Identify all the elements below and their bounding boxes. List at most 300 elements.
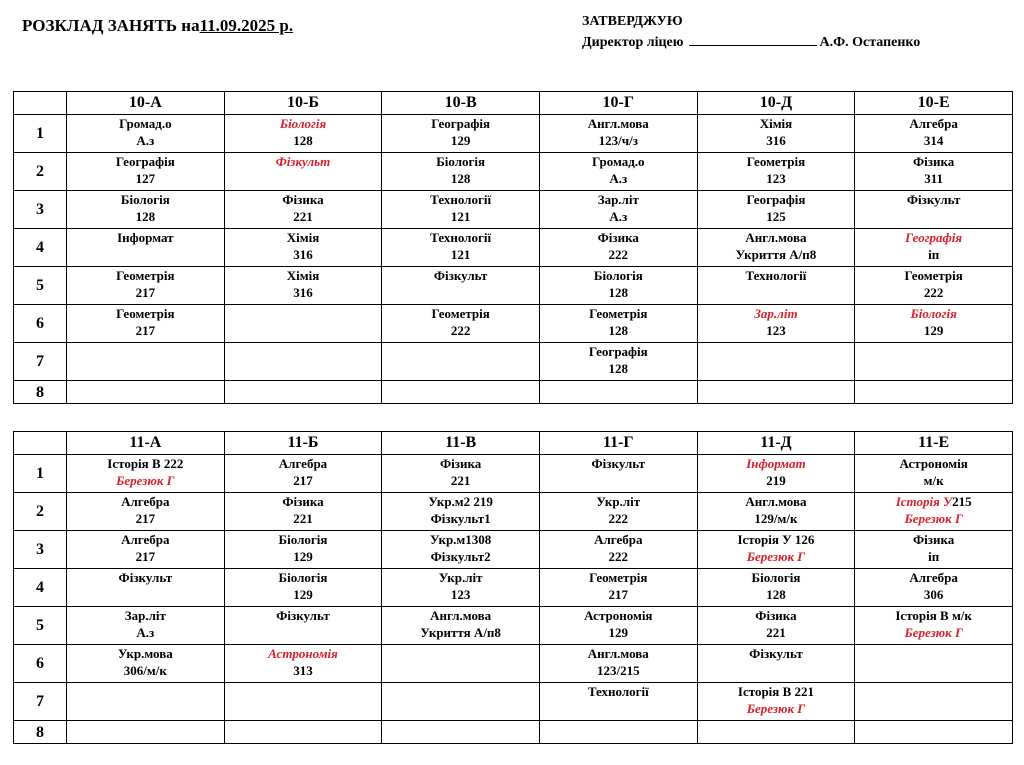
lesson-number: 5	[14, 267, 67, 305]
cell-text: Біологія	[278, 570, 328, 585]
cell-text: Геометрія	[746, 154, 806, 169]
cell-text: Інформат	[117, 230, 174, 245]
cell-line	[382, 586, 539, 603]
cell-line	[382, 170, 539, 187]
schedule-cell	[855, 645, 1013, 683]
schedule-cell	[539, 115, 697, 153]
highlighted-text: Біологія	[279, 116, 327, 131]
cell-text: Геометрія	[116, 306, 175, 321]
cell-text: 316	[293, 285, 313, 300]
cell-line	[67, 132, 224, 149]
cell-text: Геометрія	[116, 268, 175, 283]
schedule-cell	[697, 683, 855, 721]
schedule-cell	[224, 493, 382, 531]
cell-line	[540, 132, 697, 149]
cell-text: Біологія	[436, 154, 486, 169]
schedule-cell	[697, 569, 855, 607]
schedule-cell	[855, 607, 1013, 645]
lesson-row	[14, 267, 1013, 305]
schedule-cell	[67, 455, 225, 493]
cell-line	[540, 662, 697, 679]
cell-line	[67, 191, 224, 208]
title-date: 11.09.2025 р.	[199, 16, 294, 35]
corner-cell	[14, 92, 67, 115]
cell-line	[540, 305, 697, 322]
cell-text: 128	[608, 323, 629, 338]
class-header: 11-Б	[224, 432, 382, 455]
signature-line	[689, 33, 817, 46]
lesson-row	[14, 229, 1013, 267]
cell-line	[382, 305, 539, 322]
cell-text: 219	[766, 473, 786, 488]
cell-line	[698, 170, 855, 187]
cell-text: Алгебра	[278, 456, 328, 471]
cell-line	[698, 472, 855, 489]
schedule-cell	[224, 343, 382, 381]
cell-text: Географія	[746, 192, 806, 207]
cell-text: Алгебра	[909, 116, 958, 131]
schedule-cell	[539, 153, 697, 191]
cell-text: 221	[450, 473, 471, 488]
cell-text: 128	[608, 361, 629, 376]
cell-line	[855, 305, 1012, 322]
cell-line	[225, 548, 382, 565]
schedule-cell	[855, 455, 1013, 493]
cell-line	[225, 569, 382, 586]
cell-text: 222	[923, 285, 944, 300]
cell-line	[540, 115, 697, 132]
cell-text: Фізика	[912, 154, 955, 169]
director-line	[582, 32, 920, 53]
cell-text: Укриття А/п8	[735, 247, 817, 262]
cell-text: 313	[293, 663, 313, 678]
cell-line	[225, 284, 382, 301]
cell-line	[225, 191, 382, 208]
lesson-row	[14, 607, 1013, 645]
schedule-cell	[224, 531, 382, 569]
lesson-number: 6	[14, 305, 67, 343]
highlighted-text: Географія	[905, 230, 963, 245]
cell-line	[855, 569, 1012, 586]
schedule-cell	[224, 721, 382, 744]
cell-line	[540, 343, 697, 360]
lesson-row	[14, 721, 1013, 744]
cell-line	[540, 267, 697, 284]
schedule-cell	[855, 191, 1013, 229]
highlighted-text: Біологія	[910, 306, 957, 321]
schedule-cell	[855, 115, 1013, 153]
schedule-cell	[855, 721, 1013, 744]
schedule-cell	[382, 607, 540, 645]
cell-text: Геометрія	[589, 570, 648, 585]
schedule-cell	[67, 381, 225, 404]
schedule-cell	[382, 721, 540, 744]
cell-text: Технології	[430, 192, 492, 207]
cell-text: Геометрія	[904, 268, 963, 283]
cell-line	[540, 322, 697, 339]
cell-text: 222	[608, 549, 629, 564]
lesson-row	[14, 569, 1013, 607]
lesson-row	[14, 153, 1013, 191]
director-label: Директор ліцею	[582, 35, 684, 50]
cell-text: Біологія	[120, 192, 170, 207]
cell-text: Астрономія	[584, 608, 653, 623]
lesson-row	[14, 645, 1013, 683]
cell-line	[540, 624, 697, 641]
cell-line	[382, 229, 539, 246]
schedule-cell	[697, 721, 855, 744]
cell-text: Хімія	[286, 268, 320, 283]
cell-line	[382, 531, 539, 548]
cell-line	[855, 191, 1012, 208]
cell-line	[855, 246, 1012, 263]
cell-line	[698, 569, 855, 586]
cell-text: 123	[450, 587, 471, 602]
cell-text: Англ.мова	[745, 494, 807, 509]
cell-text: Алгебра	[909, 570, 958, 585]
schedule-cell	[382, 683, 540, 721]
cell-line	[225, 153, 382, 170]
cell-text: 222	[608, 511, 629, 526]
cell-text: Фізкульт	[749, 646, 803, 661]
schedule-cell	[539, 683, 697, 721]
header-row	[14, 432, 1013, 455]
cell-text: 222	[450, 323, 471, 338]
cell-line	[855, 493, 1012, 510]
cell-line	[225, 455, 382, 472]
cell-text: 217	[135, 285, 156, 300]
cell-line	[698, 229, 855, 246]
cell-text: Фізика	[912, 532, 955, 547]
cell-text: 127	[135, 171, 156, 186]
schedule-cell	[224, 191, 382, 229]
schedule-cell	[224, 607, 382, 645]
cell-text: Біологія	[751, 570, 801, 585]
cell-line	[67, 208, 224, 225]
title-prefix: РОЗКЛАД ЗАНЯТЬ на	[22, 16, 200, 35]
schedule-cell	[539, 569, 697, 607]
lesson-row	[14, 455, 1013, 493]
schedule-cell	[382, 455, 540, 493]
schedule-cell	[67, 115, 225, 153]
schedule-cell	[224, 229, 382, 267]
cell-line	[698, 208, 855, 225]
highlighted-text: Березюк Г	[904, 625, 963, 640]
cell-text: Укр.літ	[438, 570, 483, 585]
cell-line	[225, 132, 382, 149]
cell-text: 128	[293, 133, 313, 148]
cell-text: Фізика	[282, 192, 324, 207]
cell-line	[698, 700, 855, 717]
schedule-cell	[224, 381, 382, 404]
schedule-table-10	[13, 91, 1013, 404]
lesson-number: 8	[14, 381, 67, 404]
cell-text: Хімія	[759, 116, 793, 131]
highlighted-text: Березюк Г	[904, 511, 963, 526]
cell-text: Укриття А/п8	[420, 625, 501, 640]
schedule-cell	[67, 569, 225, 607]
cell-text: 121	[450, 209, 471, 224]
lesson-number: 2	[14, 153, 67, 191]
cell-line	[225, 246, 382, 263]
cell-text: Англ.мова	[587, 646, 649, 661]
schedule-cell	[382, 153, 540, 191]
schedule-cell	[539, 531, 697, 569]
schedule-cell	[67, 191, 225, 229]
schedule-cell	[855, 493, 1013, 531]
cell-line	[225, 115, 382, 132]
cell-text: 221	[293, 209, 313, 224]
schedule-cell	[67, 607, 225, 645]
schedule-cell	[697, 115, 855, 153]
page-title	[22, 16, 293, 36]
schedule-cell	[697, 493, 855, 531]
cell-text: Фізкульт	[591, 456, 646, 471]
schedule-cell	[539, 381, 697, 404]
cell-text: Біологія	[278, 532, 328, 547]
cell-line	[698, 153, 855, 170]
class-header: 10-Г	[539, 92, 697, 115]
schedule-cell	[67, 153, 225, 191]
cell-line	[67, 624, 224, 641]
schedule-cell	[855, 569, 1013, 607]
cell-line	[540, 493, 697, 510]
cell-text: 217	[608, 587, 629, 602]
cell-line	[225, 607, 382, 624]
cell-text: 129	[450, 133, 471, 148]
highlighted-text: Березюк Г	[746, 701, 806, 716]
lesson-number: 3	[14, 191, 67, 229]
cell-line	[225, 472, 382, 489]
schedule-cell	[67, 343, 225, 381]
schedule-cell	[382, 305, 540, 343]
cell-text: 215	[952, 494, 972, 509]
cell-text: 311	[924, 171, 944, 186]
cell-line	[67, 322, 224, 339]
class-header: 10-Б	[224, 92, 382, 115]
cell-text: А.з	[609, 171, 628, 186]
cell-text: Фізика	[282, 494, 324, 509]
cell-text: А.з	[136, 133, 155, 148]
cell-text: Англ.мова	[430, 608, 492, 623]
cell-text: Географія	[588, 344, 648, 359]
cell-line	[67, 569, 224, 586]
cell-text: Астрономія	[899, 456, 968, 471]
schedule-cell	[224, 305, 382, 343]
cell-text: Фізкульт	[433, 268, 488, 283]
cell-text: 128	[135, 209, 156, 224]
schedule-cell	[382, 569, 540, 607]
schedule-cell	[855, 683, 1013, 721]
cell-line	[540, 569, 697, 586]
lesson-row	[14, 115, 1013, 153]
cell-line	[855, 229, 1012, 246]
cell-text: Географія	[115, 154, 175, 169]
cell-line	[698, 267, 855, 284]
lesson-row	[14, 683, 1013, 721]
class-header: 10-А	[67, 92, 225, 115]
header-row	[14, 92, 1013, 115]
highlighted-text: Березюк Г	[746, 549, 806, 564]
schedule-cell	[855, 343, 1013, 381]
lesson-row	[14, 381, 1013, 404]
cell-line	[698, 455, 855, 472]
cell-text: 221	[766, 625, 786, 640]
schedule-cell	[855, 229, 1013, 267]
cell-line	[382, 548, 539, 565]
cell-text: 129/м/к	[754, 511, 798, 526]
cell-text: Фізика	[597, 230, 639, 245]
cell-line	[225, 531, 382, 548]
class-header: 10-Д	[697, 92, 855, 115]
cell-line	[67, 510, 224, 527]
cell-text: Фізкульт1	[430, 511, 491, 526]
schedule-cell	[224, 267, 382, 305]
cell-text: Укр.літ	[596, 494, 641, 509]
cell-line	[67, 548, 224, 565]
cell-text: Фізика	[439, 456, 482, 471]
cell-line	[698, 493, 855, 510]
cell-text: А.з	[136, 625, 155, 640]
cell-line	[225, 510, 382, 527]
schedule-cell	[539, 343, 697, 381]
class-header: 11-А	[67, 432, 225, 455]
cell-text: Фізкульт	[906, 192, 961, 207]
lesson-number: 1	[14, 115, 67, 153]
schedule-cell	[697, 191, 855, 229]
cell-line	[67, 115, 224, 132]
lesson-number: 5	[14, 607, 67, 645]
cell-text: 125	[766, 209, 786, 224]
cell-text: 217	[135, 323, 156, 338]
cell-line	[67, 455, 224, 472]
schedule-cell	[382, 115, 540, 153]
cell-line	[540, 607, 697, 624]
cell-line	[698, 246, 855, 263]
cell-line	[382, 455, 539, 472]
schedule-cell	[539, 191, 697, 229]
cell-text: Хімія	[286, 230, 320, 245]
cell-line	[540, 208, 697, 225]
schedule-cell	[224, 115, 382, 153]
schedule-table-11	[13, 431, 1013, 744]
cell-line	[382, 267, 539, 284]
cell-text: Алгебра	[594, 532, 643, 547]
schedule-cell	[67, 229, 225, 267]
cell-text: 217	[293, 473, 313, 488]
schedule-cell	[382, 381, 540, 404]
lesson-row	[14, 191, 1013, 229]
highlighted-text: Астрономія	[268, 646, 338, 661]
schedule-cell	[539, 455, 697, 493]
cell-line	[540, 229, 697, 246]
schedule-cell	[67, 305, 225, 343]
cell-text: Історія В 221	[737, 684, 814, 699]
cell-text: 128	[450, 171, 471, 186]
cell-line	[855, 548, 1012, 565]
cell-line	[382, 493, 539, 510]
cell-text: Фізкульт	[276, 608, 330, 623]
cell-line	[382, 607, 539, 624]
schedule-cell	[67, 721, 225, 744]
schedule-cell	[67, 493, 225, 531]
cell-line	[540, 510, 697, 527]
cell-line	[67, 472, 224, 489]
schedule-cell	[382, 531, 540, 569]
cell-line	[855, 132, 1012, 149]
cell-line	[698, 191, 855, 208]
cell-text: 129	[293, 549, 313, 564]
cell-text: 121	[450, 247, 471, 262]
cell-line	[540, 191, 697, 208]
cell-line	[698, 322, 855, 339]
lesson-row	[14, 531, 1013, 569]
schedule-cell	[855, 267, 1013, 305]
cell-text: Укр.м1308	[429, 532, 492, 547]
lesson-number: 8	[14, 721, 67, 744]
class-header: 10-Е	[855, 92, 1013, 115]
cell-line	[855, 455, 1012, 472]
cell-line	[855, 170, 1012, 187]
schedule-cell	[697, 343, 855, 381]
cell-text: 306/м/к	[123, 663, 167, 678]
lesson-number: 7	[14, 343, 67, 381]
cell-text: 222	[608, 247, 629, 262]
director-name: А.Ф. Остапенко	[819, 35, 921, 50]
schedule-cell	[539, 267, 697, 305]
cell-text: Англ.мова	[745, 230, 807, 245]
cell-text: Фізкульт2	[430, 549, 491, 564]
corner-cell	[14, 432, 67, 455]
schedule-cell	[697, 531, 855, 569]
schedule-cell	[539, 607, 697, 645]
cell-line	[67, 153, 224, 170]
cell-text: Громад.о	[592, 154, 645, 169]
cell-text: Укр.м2 219	[428, 494, 493, 509]
approve-label: ЗАТВЕРДЖУЮ	[582, 14, 683, 29]
highlighted-text: Фізкульт	[275, 154, 331, 169]
lesson-number: 3	[14, 531, 67, 569]
cell-line	[67, 662, 224, 679]
schedule-cell	[539, 721, 697, 744]
cell-line	[382, 153, 539, 170]
schedule-cell	[697, 229, 855, 267]
cell-line	[67, 531, 224, 548]
cell-line	[382, 191, 539, 208]
schedule-cell	[855, 305, 1013, 343]
class-header: 11-Д	[697, 432, 855, 455]
cell-line	[698, 607, 855, 624]
cell-text: Географія	[431, 116, 491, 131]
cell-line	[540, 170, 697, 187]
cell-line	[382, 115, 539, 132]
approval-block	[582, 11, 920, 53]
cell-line	[855, 322, 1012, 339]
cell-line	[225, 493, 382, 510]
cell-line	[698, 645, 855, 662]
cell-text: Біологія	[593, 268, 643, 283]
cell-line	[540, 645, 697, 662]
schedule-cell	[67, 531, 225, 569]
schedule-cell	[697, 381, 855, 404]
cell-text: 128	[766, 587, 786, 602]
cell-text: 123/ч/з	[598, 133, 638, 148]
cell-text: Технології	[587, 684, 649, 699]
schedule-cell	[224, 683, 382, 721]
cell-line	[540, 153, 697, 170]
class-header: 11-Г	[539, 432, 697, 455]
schedule-cell	[67, 267, 225, 305]
